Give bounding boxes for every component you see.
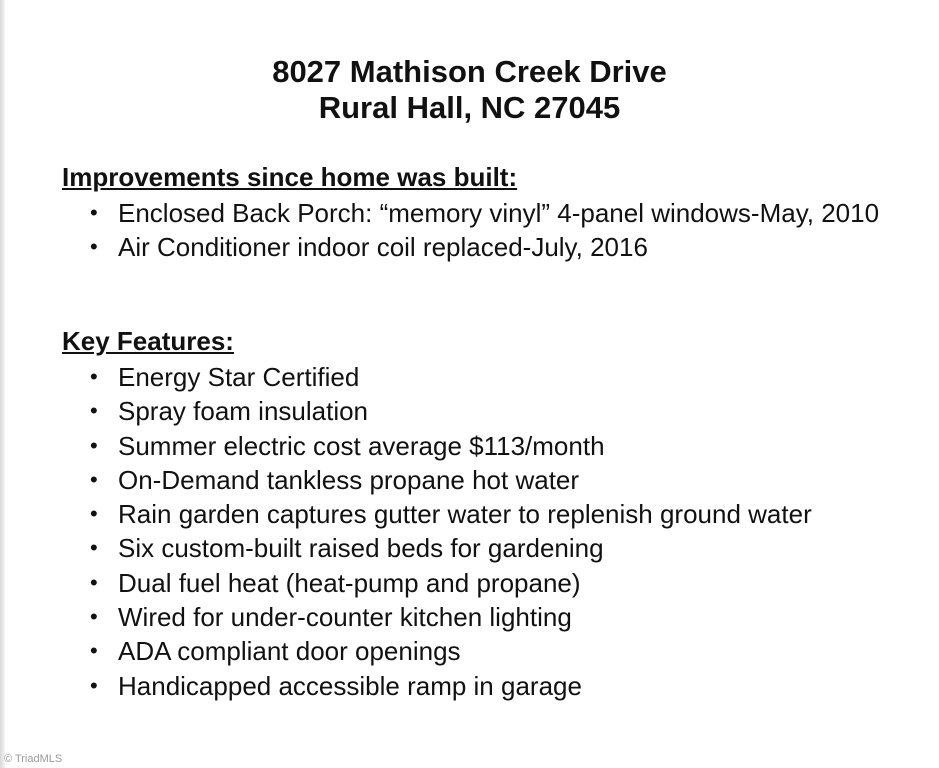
- bullet-icon: •: [90, 200, 98, 225]
- key-features-heading: Key Features:: [62, 326, 234, 356]
- list-item-text: Summer electric cost average $113/month: [118, 430, 605, 461]
- list-item: [62, 497, 902, 531]
- key-features-section: [62, 326, 902, 703]
- list-item: [62, 634, 902, 668]
- bullet-icon: •: [90, 535, 98, 561]
- improvements-heading: Improvements since home was built:: [62, 162, 518, 192]
- list-item-text: On-Demand tankless propane hot water: [118, 464, 580, 495]
- list-item: [62, 463, 902, 497]
- list-item: [62, 531, 902, 565]
- bullet-icon: •: [90, 569, 98, 595]
- list-item-text: Energy Star Certified: [118, 362, 360, 392]
- list-item: [62, 196, 902, 230]
- list-item-text: Enclosed Back Porch: “memory vinyl” 4-panel windows-May, 2010: [118, 198, 880, 228]
- bullet-icon: •: [90, 501, 98, 527]
- page-title: [0, 54, 939, 126]
- improvements-section: [62, 162, 902, 265]
- list-item: [62, 230, 902, 264]
- list-item: [62, 429, 902, 463]
- improvements-list: [62, 196, 902, 265]
- watermark: © TriadMLS: [4, 753, 63, 765]
- address-line-2: Rural Hall, NC 27045: [318, 90, 621, 125]
- list-item-text: Six custom-built raised beds for gardening: [118, 533, 604, 564]
- list-item-text: ADA compliant door openings: [118, 636, 461, 667]
- list-item-text: Spray foam insulation: [118, 396, 369, 427]
- bullet-icon: •: [90, 638, 98, 664]
- list-item-text: Wired for under-counter kitchen lighting: [118, 602, 572, 633]
- bullet-icon: •: [90, 432, 98, 458]
- bullet-icon: •: [90, 672, 98, 698]
- list-item-text: Rain garden captures gutter water to replenish ground water: [118, 499, 812, 530]
- list-item: [62, 566, 902, 600]
- list-item: [62, 600, 902, 634]
- key-features-list: [62, 360, 902, 703]
- list-item: [62, 394, 902, 428]
- list-item-text: Dual fuel heat (heat-pump and propane): [118, 567, 581, 598]
- bullet-icon: •: [90, 604, 98, 630]
- bullet-icon: •: [90, 364, 98, 389]
- list-item-text: Handicapped accessible ramp in garage: [118, 670, 582, 701]
- bullet-icon: •: [90, 234, 98, 260]
- list-item-text: Air Conditioner indoor coil replaced-July, 2016: [118, 232, 648, 263]
- list-item: [62, 669, 902, 703]
- list-item: [62, 360, 902, 394]
- bullet-icon: •: [90, 398, 98, 424]
- bullet-icon: •: [90, 466, 98, 492]
- address-line-1: 8027 Mathison Creek Drive: [272, 54, 667, 89]
